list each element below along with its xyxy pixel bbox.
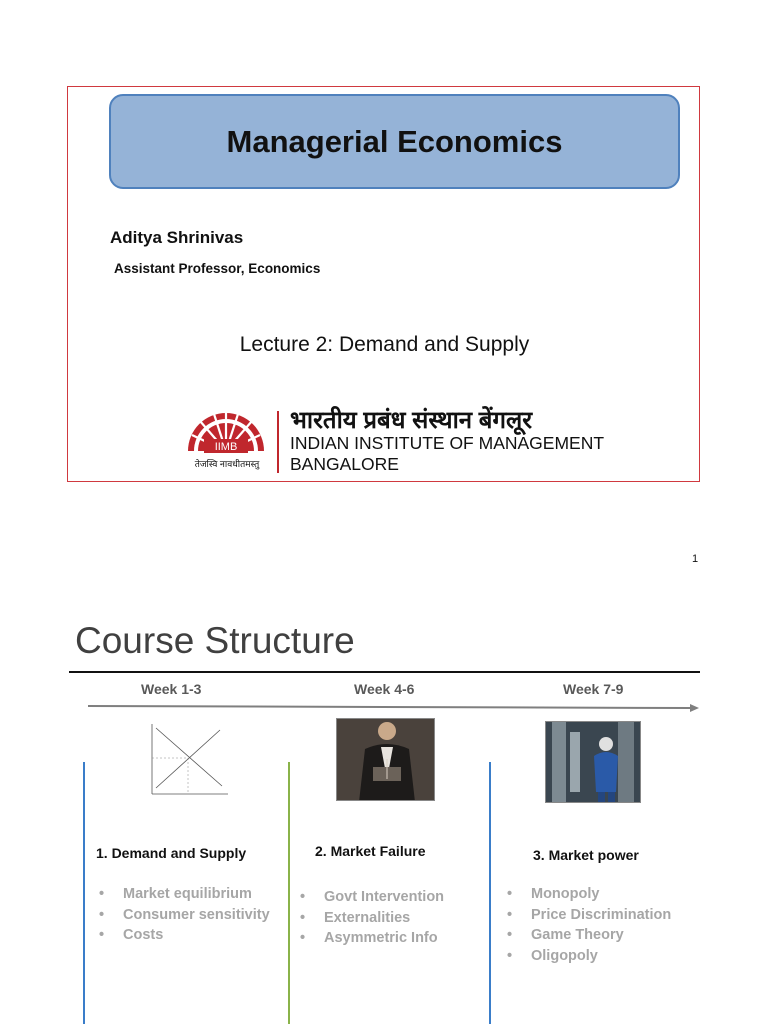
list-item: • Asymmetric Info: [300, 930, 444, 951]
list-item: • Externalities: [300, 910, 444, 931]
list-item: • Costs: [99, 927, 270, 948]
author-name: Aditya Shrinivas: [110, 228, 244, 247]
svg-text:IIMB: IIMB: [214, 441, 238, 453]
author-role: Assistant Professor, Economics: [114, 261, 321, 276]
logo-hindi-name: भारतीय प्रबंध संस्थान बेंगलूर: [290, 407, 533, 434]
list-item: • Price Discrimination: [507, 907, 671, 928]
market-power-image: [545, 721, 641, 803]
column-title-1: 1. Demand and Supply: [96, 845, 247, 861]
column-divider-2: [288, 762, 290, 1024]
course-structure-title: Course Structure: [75, 620, 355, 661]
list-item: • Consumer sensitivity: [99, 907, 270, 928]
title-slide: [67, 86, 700, 482]
week-label-2: Week 4-6: [354, 681, 415, 697]
businessman-scales-icon: [337, 719, 435, 801]
list-item: • Game Theory: [507, 927, 671, 948]
logo-name-line2: BANGALORE: [290, 454, 399, 474]
column-bullets-1: [99, 886, 270, 948]
slide-title: Managerial Economics: [226, 123, 563, 159]
list-item: • Govt Intervention: [300, 889, 444, 910]
title-banner: [109, 94, 680, 189]
iimb-emblem-icon: [188, 412, 264, 453]
week-label-3: Week 7-9: [563, 681, 624, 697]
column-divider-3: [489, 762, 491, 1024]
page-number: 1: [692, 553, 699, 565]
column-bullets-2: [300, 889, 444, 951]
list-item: • Monopoly: [507, 886, 671, 907]
logo-motto: तेजस्वि नावधीतमस्तु: [194, 459, 260, 469]
column-title-3: 3. Market power: [533, 847, 639, 863]
week-label-1: Week 1-3: [141, 681, 202, 697]
title-underline: [69, 671, 700, 673]
industrial-worker-icon: [546, 722, 641, 803]
lecture-title: Lecture 2: Demand and Supply: [239, 333, 530, 356]
column-title-2: 2. Market Failure: [315, 843, 426, 859]
supply-demand-graph-icon: [142, 718, 232, 800]
list-item: • Oligopoly: [507, 948, 671, 969]
list-item: • Market equilibrium: [99, 886, 270, 907]
column-divider-1: [83, 762, 85, 1024]
market-failure-image: [336, 718, 435, 801]
timeline-arrow-icon: [88, 700, 700, 714]
column-bullets-3: [507, 886, 671, 968]
logo-name-line1: INDIAN INSTITUTE OF MANAGEMENT: [290, 433, 605, 453]
